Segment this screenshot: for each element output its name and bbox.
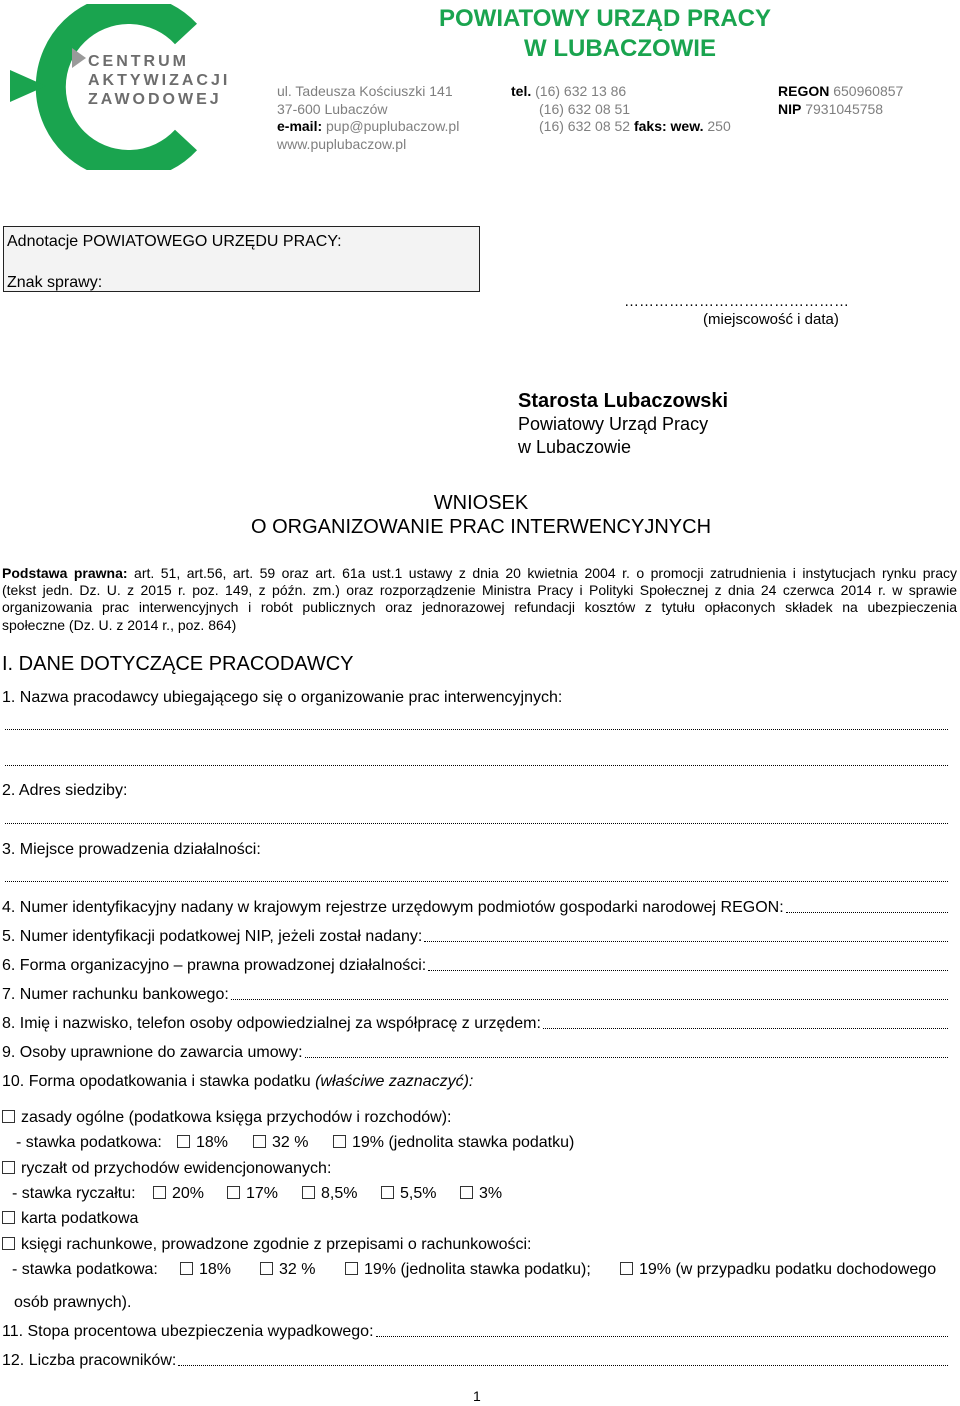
option-accounting-books-label: księgi rachunkowe, prowadzone zgodnie z przepisami o rachunkowości: (21, 1236, 532, 1253)
question-11-label: 11. Stopa procentowa ubezpieczenia wypadkowego: (2, 1323, 374, 1340)
fax-label: faks: wew. (633, 118, 704, 134)
question-2 (2, 781, 948, 800)
general-rate-32[interactable] (253, 1133, 308, 1152)
question-6-label: 6. Forma organizacyjno – prawna prowadzonej działalności: (2, 957, 427, 974)
option-lump-sum[interactable] (2, 1159, 331, 1178)
legal-basis (2, 565, 957, 634)
question-10 (2, 1072, 948, 1091)
headquarters-address-line[interactable] (5, 822, 948, 824)
fax-value: 250 (707, 118, 731, 134)
regon-value: 650960857 (833, 83, 904, 99)
address-city: 37-600 Lubaczów (277, 100, 388, 117)
logo-line-2: AKTYWIZACJI (88, 72, 231, 89)
bank-account-input-line[interactable] (231, 998, 948, 1000)
checkbox-icon[interactable] (2, 1161, 15, 1174)
place-date-label: (miejscowość i data) (703, 311, 839, 328)
document-title (0, 491, 960, 539)
lump-rate-label: - stawka ryczałtu: (12, 1185, 136, 1202)
annotation-box (3, 226, 480, 292)
nip-input-line[interactable] (424, 940, 948, 942)
question-9-label: 9. Osoby uprawnione do zawarcia umowy: (2, 1044, 303, 1061)
question-12 (2, 1351, 948, 1370)
option-tax-card-label: karta podatkowa (21, 1210, 139, 1227)
legal-basis-line-1: art. 51, art.56, art. 59 oraz art. 61a ust.1 ustawy z dnia 20 kwietnia 2004 r. o promocji zatrudnienia i instytucjach rynku pracy (134, 565, 958, 581)
checkbox-icon[interactable] (180, 1262, 193, 1275)
lump-rate-17[interactable] (227, 1184, 278, 1203)
question-3 (2, 840, 948, 859)
question-5-label: 5. Numer identyfikacji podatkowej NIP, jeżeli został nadany: (2, 928, 423, 945)
question-10-label: 10. Forma opodatkowania i stawka podatku (2, 1073, 311, 1090)
document-title-line-1: WNIOSEK (433, 492, 529, 514)
checkbox-icon[interactable] (177, 1135, 190, 1148)
checkbox-icon[interactable] (381, 1186, 394, 1199)
checkbox-icon[interactable] (620, 1262, 633, 1275)
office-title-line-1: POWIATOWY URZĄD PRACY (438, 5, 771, 32)
office-title (400, 4, 810, 64)
document-title-line-2: O ORGANIZOWANIE PRAC INTERWENCYJNYCH (250, 516, 712, 538)
books-rate-19-flat-label: 19% (jednolita stawka podatku); (364, 1261, 591, 1278)
question-7-label: 7. Numer rachunku bankowego: (2, 986, 229, 1003)
general-rate-19[interactable] (333, 1133, 574, 1152)
lump-rate-3-label: 3% (479, 1185, 503, 1202)
question-8-label: 8. Imię i nazwisko, telefon osoby odpowiedzialnej za współpracę z urzędem: (2, 1015, 541, 1032)
checkbox-icon[interactable] (2, 1110, 15, 1123)
books-rate-32-label: 32 % (279, 1261, 316, 1278)
option-lump-sum-label: ryczałt od przychodów ewidencjonowanych: (21, 1160, 332, 1177)
email-label: e-mail: (277, 118, 323, 134)
office-ids (778, 83, 903, 118)
books-rate-19-flat[interactable] (345, 1260, 591, 1279)
general-rate-32-label: 32 % (272, 1134, 309, 1151)
question-3-label: 3. Miejsce prowadzenia działalności: (2, 841, 261, 858)
checkbox-icon[interactable] (253, 1135, 266, 1148)
lump-rate-3[interactable] (460, 1184, 502, 1203)
checkbox-icon[interactable] (260, 1262, 273, 1275)
checkbox-icon[interactable] (2, 1237, 15, 1250)
employer-name-line-2[interactable] (5, 764, 948, 766)
place-date-dots[interactable]: ……………………………………… (624, 293, 849, 310)
legal-form-input-line[interactable] (428, 969, 948, 971)
addressee-line-3: w Lubaczowie (518, 437, 632, 457)
lump-rate-17-label: 17% (246, 1185, 279, 1202)
legal-basis-line-3: organizowania prac interwencyjnych i robót publicznych oraz jednorazowej refundacji kosztów z tytułu opłaconych składek na ubezpieczenia (2, 599, 957, 616)
question-4 (2, 898, 948, 917)
question-1 (2, 688, 948, 707)
checkbox-icon[interactable] (153, 1186, 166, 1199)
general-rate-18[interactable] (177, 1133, 228, 1152)
nip-value: 7931045758 (805, 100, 884, 117)
general-rate-19-label: 19% (jednolita stawka podatku) (352, 1134, 575, 1151)
checkbox-icon[interactable] (227, 1186, 240, 1199)
logo-line-3: ZAWODOWEJ (88, 91, 222, 108)
website-link[interactable]: www.puplubaczow.pl (277, 135, 407, 152)
tel-label: tel. (511, 83, 532, 99)
business-location-line[interactable] (5, 880, 948, 882)
lump-rate-8-5-label: 8,5% (321, 1185, 358, 1202)
checkbox-icon[interactable] (2, 1211, 15, 1224)
option-tax-card[interactable] (2, 1209, 138, 1228)
question-2-label: 2. Adres siedziby: (2, 782, 128, 799)
option-general-rules[interactable] (2, 1108, 451, 1127)
checkbox-icon[interactable] (460, 1186, 473, 1199)
regon-input-line[interactable] (786, 911, 948, 913)
checkbox-icon[interactable] (345, 1262, 358, 1275)
question-12-label: 12. Liczba pracowników: (2, 1352, 177, 1369)
legal-basis-line-2: (tekst jedn. Dz. U. z 2015 r. poz. 149, z późn. zm.) oraz rozporządzenie Ministra Pracy i Polityki Społecznej z dnia 24 czerwca 2014 r. w sprawie (2, 582, 957, 599)
books-rate-18[interactable] (180, 1260, 231, 1279)
question-8 (2, 1014, 948, 1033)
nip-label: NIP (778, 100, 802, 117)
address-street: ul. Tadeusza Kościuszki 141 (277, 83, 453, 99)
books-rate-32[interactable] (260, 1260, 315, 1279)
legal-basis-line-4: społeczne (Dz. U. z 2014 r., poz. 864) (2, 616, 237, 633)
contact-person-input-line[interactable] (543, 1027, 948, 1029)
legal-basis-label: Podstawa prawna: (2, 565, 128, 581)
general-rate-18-label: 18% (196, 1134, 229, 1151)
books-rate-continuation: osób prawnych). (14, 1294, 132, 1311)
books-rate-19-corporate[interactable] (620, 1260, 936, 1279)
question-11 (2, 1322, 948, 1341)
question-5 (2, 927, 948, 946)
addressee-line-1: Starosta Lubaczowski (518, 390, 729, 412)
office-title-line-2: W LUBACZOWIE (524, 35, 716, 62)
question-9 (2, 1043, 948, 1062)
checkbox-icon[interactable] (302, 1186, 315, 1199)
books-rate-19-corporate-label: 19% (w przypadku podatku dochodowego (639, 1261, 937, 1278)
office-phones (511, 83, 731, 136)
accident-insurance-input-line[interactable] (376, 1335, 948, 1337)
question-1-label: 1. Nazwa pracodawcy ubiegającego się o organizowanie prac interwencyjnych: (2, 689, 563, 706)
lump-rate-8-5[interactable] (302, 1184, 357, 1203)
question-6 (2, 956, 948, 975)
question-7 (2, 985, 948, 1004)
case-number-label: Znak sprawy: (7, 274, 103, 291)
logo-text (88, 52, 230, 109)
lump-rate-20-label: 20% (172, 1185, 205, 1202)
employee-count-input-line[interactable] (178, 1364, 948, 1366)
tel-2: (16) 632 08 51 (539, 100, 631, 117)
lump-rate-5-5-label: 5,5% (400, 1185, 437, 1202)
question-10-note: (właściwe zaznaczyć): (315, 1073, 474, 1090)
option-general-rules-label: zasady ogólne (podatkowa księga przychodów i rozchodów): (21, 1109, 452, 1126)
books-rate-18-label: 18% (199, 1261, 232, 1278)
annotation-title: Adnotacje POWIATOWEGO URZĘDU PRACY: (7, 233, 342, 250)
general-rate-label: - stawka podatkowa: (16, 1134, 162, 1151)
email-link[interactable]: pup@puplubaczow.pl (326, 118, 460, 134)
logo-line-1: CENTRUM (88, 53, 189, 70)
lump-rate-5-5[interactable] (381, 1184, 436, 1203)
books-rate-label: - stawka podatkowa: (12, 1261, 158, 1278)
section-heading: I. DANE DOTYCZĄCE PRACODAWCY (2, 653, 354, 675)
addressee-line-2: Powiatowy Urząd Pracy (518, 414, 709, 434)
tel-3: (16) 632 08 52 (539, 118, 631, 134)
option-accounting-books[interactable] (2, 1235, 532, 1254)
employer-name-line-1[interactable] (5, 728, 948, 730)
addressee (518, 389, 728, 459)
page-number: 1 (473, 1388, 481, 1404)
question-4-label: 4. Numer identyfikacyjny nadany w krajowym rejestrze urzędowym podmiotów gospodarki narodowej REGON: (2, 899, 784, 916)
tel-1: (16) 632 13 86 (535, 83, 627, 99)
authorized-persons-input-line[interactable] (305, 1056, 948, 1058)
lump-rate-20[interactable] (153, 1184, 204, 1203)
office-address (277, 83, 459, 153)
regon-label: REGON (778, 83, 830, 99)
checkbox-icon[interactable] (333, 1135, 346, 1148)
